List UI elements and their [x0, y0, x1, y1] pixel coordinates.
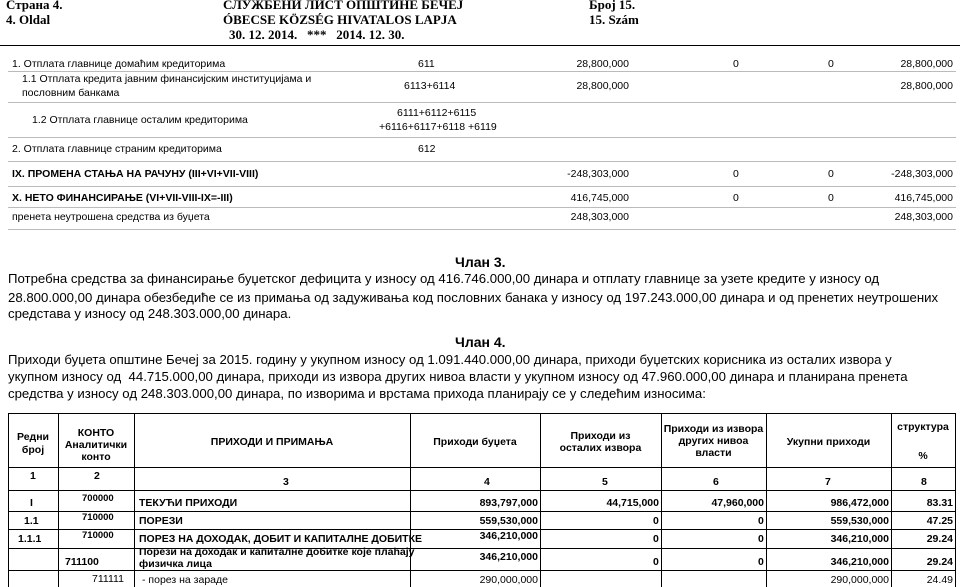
header-total: Укупни приходи [786, 436, 871, 448]
row-label: 1. Отплата главнице домаћим кредиторима [12, 58, 226, 70]
row-levels: 47,960,000 [711, 497, 764, 509]
row-name: ПОРЕЗИ [139, 515, 183, 527]
row-account: 710000 [82, 512, 114, 523]
row-structure: 29.24 [926, 556, 953, 568]
paragraph-line: средства у износу од 248.303.000,00 динара, по изворима и врстама прихода планирају се у следећим износима: [8, 386, 706, 401]
row-structure: 83.31 [926, 497, 953, 509]
row-divider [8, 137, 956, 138]
row-serial: 1.1 [24, 515, 39, 527]
row-divider [8, 570, 956, 571]
row-divider [8, 161, 956, 162]
header-text: број [21, 444, 45, 456]
column-line [955, 413, 956, 587]
row-name: ПОРЕЗ НА ДОХОДАК, ДОБИТ И КАПИТАЛНЕ ДОБИТКЕ [139, 533, 422, 545]
row-account: 710000 [82, 530, 114, 541]
header-divider [8, 467, 956, 468]
row-label: X. НЕТО ФИНАНСИРАЊЕ (VI+VII-VIII-IX=-III) [12, 192, 233, 204]
header-text: осталих извора [559, 442, 642, 454]
issue-number-sr: Број 15. [589, 0, 636, 12]
journal-title-sr: СЛУЖБЕНИ ЛИСТ ОПШТИНЕ БЕЧЕЈ [223, 0, 464, 12]
row-account: 711111 [92, 573, 124, 585]
row-budget: 290,000,000 [479, 574, 538, 586]
paragraph-line: Потребна средства за финансирање буџетског дефицита у износу од 416.746.000,00 динара и отплату главнице за узете кредите у износу од [8, 271, 880, 286]
header-account [58, 427, 134, 463]
row-structure: 29.24 [926, 533, 953, 545]
row-structure: 47.25 [926, 515, 953, 527]
row-account: 711100 [65, 556, 99, 568]
row-levels: 0 [758, 556, 764, 568]
article-4-heading: Члан 4. [455, 334, 506, 350]
row-other: 0 [733, 168, 739, 180]
row-other: 0 [653, 556, 659, 568]
header-text: Аналитички [64, 439, 128, 451]
page-label-sr: Страна 4. [6, 0, 63, 12]
header-text: власти [695, 447, 732, 459]
row-total: 248,303,000 [894, 211, 953, 223]
row-total: 986,472,000 [830, 497, 889, 509]
row-divider [8, 186, 956, 187]
row-total: 28,800,000 [900, 80, 953, 92]
row-account: 700000 [82, 493, 114, 504]
row-budget: 559,530,000 [479, 515, 538, 527]
row-serial: 1.1.1 [18, 533, 42, 545]
article-3-heading: Члан 3. [455, 254, 506, 270]
column-number: 6 [713, 476, 719, 488]
header-text: КОНТО [77, 427, 115, 439]
header-text: других нивоа [678, 435, 749, 447]
row-serial: I [30, 497, 33, 509]
header-budget: Приходи буџета [433, 436, 517, 448]
row-code: 6113+6114 [404, 80, 456, 92]
row-divider [8, 511, 956, 512]
row-other: 0 [733, 192, 739, 204]
row-total: 28,800,000 [900, 58, 953, 70]
row-total: 559,530,000 [830, 515, 889, 527]
paragraph-line: укупном износу од 44.715.000,00 динара, приходи из извора других нивоа власти у укупном износу од 47.960.000,00 динара и планирана пренета [8, 369, 908, 384]
paragraph-line: средстава у износу од 248.303.000,00 динара. [8, 306, 292, 321]
row-levels: 0 [758, 515, 764, 527]
paragraph-line: Приходи буџета општине Бечеј за 2015. годину у укупном износу од 1.091.440.000,00 динара, приходи буџетских корисника из осталих извора у [8, 352, 892, 367]
table-border-top [8, 413, 956, 414]
row-code: 6111+6112+6115 [397, 107, 477, 119]
paragraph-line: 28.800.000,00 динара обезбедиће се из примања од задуживања код пословних банака у износу од 197.243.000,00 динара и од пренетих неутрошених [8, 290, 939, 305]
row-budget: 893,797,000 [479, 497, 538, 509]
row-divider [8, 102, 956, 103]
row-label: IX. ПРОМЕНА СТАЊА НА РАЧУНУ (III+VI+VII-VIII) [12, 168, 259, 180]
row-total: 416,745,000 [894, 192, 953, 204]
row-other: 44,715,000 [606, 497, 659, 509]
column-number: 5 [602, 476, 608, 488]
header-percent: % [918, 450, 928, 462]
column-number: 1 [30, 470, 36, 482]
header-revenues: ПРИХОДИ И ПРИМАЊА [210, 436, 334, 448]
row-total: -248,303,000 [891, 168, 953, 180]
row-name: - порез на зараде [142, 574, 228, 586]
column-number: 2 [94, 470, 100, 482]
row-budget: -248,303,000 [567, 168, 629, 180]
column-number: 8 [921, 476, 927, 488]
header-other-sources [540, 430, 661, 454]
issue-number-hu: 15. Szám [589, 12, 639, 27]
row-levels: 0 [828, 168, 834, 180]
row-code-cont: +6116+6117+6118 +6119 [379, 121, 497, 133]
row-budget: 346,210,000 [479, 530, 538, 542]
row-name-cont: физичка лица [139, 558, 212, 570]
header-text: конто [81, 451, 111, 463]
row-other: 0 [653, 533, 659, 545]
column-number: 4 [484, 476, 490, 488]
journal-title-hu: ÓBECSE KÖZSÉG HIVATALOS LAPJA [223, 12, 457, 27]
row-label: пренета неутрошена средства из буџета [12, 211, 210, 223]
header-structure: структура [897, 421, 949, 433]
row-divider [8, 490, 956, 491]
row-budget: 248,303,000 [570, 211, 629, 223]
row-label: 1.2 Отплата главнице осталим кредиторима [32, 114, 248, 126]
page-label-hu: 4. Oldal [6, 12, 51, 27]
row-divider [8, 229, 956, 230]
column-number: 3 [283, 476, 289, 488]
row-name: Порези на доходак и капиталне добитке које плаћају [139, 546, 415, 558]
row-divider [8, 207, 956, 208]
row-code: 612 [418, 143, 436, 155]
issue-date: 30. 12. 2014. *** 2014. 12. 30. [229, 27, 405, 42]
header-text: Приходи из извора [663, 423, 764, 435]
row-total: 346,210,000 [830, 533, 889, 545]
row-total: 290,000,000 [830, 574, 889, 586]
row-other: 0 [733, 58, 739, 70]
column-number: 7 [825, 476, 831, 488]
row-total: 346,210,000 [830, 556, 889, 568]
row-code: 611 [418, 58, 435, 70]
header-rule [0, 45, 960, 46]
header-text: Приходи из [570, 430, 631, 442]
header-serial [8, 431, 58, 457]
row-other: 0 [653, 515, 659, 527]
row-budget: 28,800,000 [576, 58, 629, 70]
row-structure: 24.49 [926, 574, 953, 586]
column-line [891, 413, 892, 587]
row-budget: 28,800,000 [576, 80, 629, 92]
header-text: Редни [16, 431, 50, 443]
row-levels: 0 [828, 192, 834, 204]
row-levels: 0 [828, 58, 834, 70]
row-label: 1.1 Отплата кредита јавним финансијским институцијама и пословним банкама [22, 73, 312, 99]
row-budget: 416,745,000 [570, 192, 629, 204]
row-label: 2. Отплата главнице страним кредиторима [12, 143, 222, 155]
header-other-levels [661, 423, 766, 459]
row-levels: 0 [758, 533, 764, 545]
row-name: ТЕКУЋИ ПРИХОДИ [139, 497, 238, 509]
row-budget: 346,210,000 [479, 551, 538, 563]
